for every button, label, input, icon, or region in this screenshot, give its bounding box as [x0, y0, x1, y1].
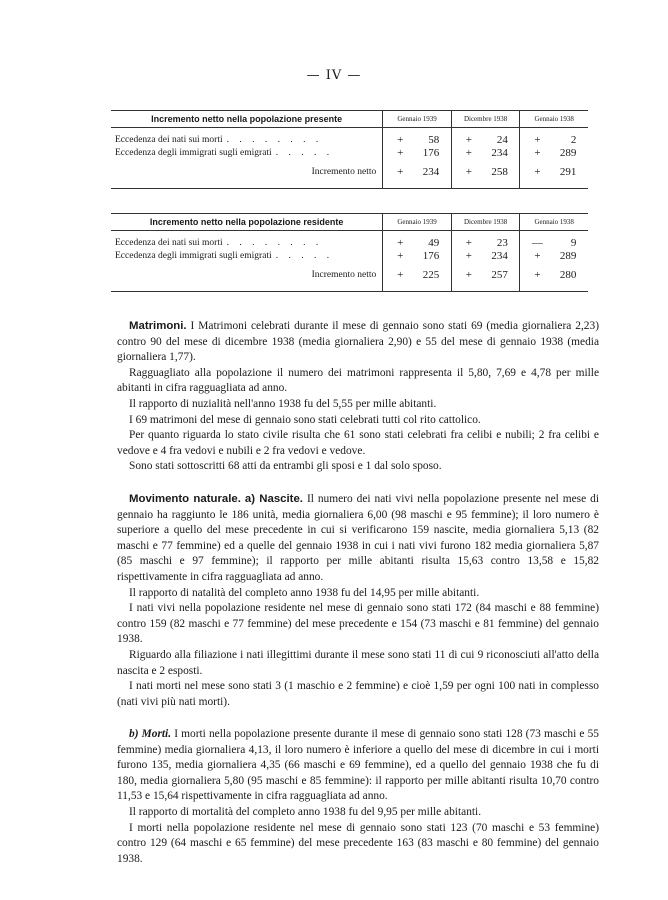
table-total-row [111, 160, 588, 182]
leader-dots: . . . . . . . . [226, 135, 323, 145]
table-cell: + 234 [451, 249, 520, 263]
total-label: Incremento netto [311, 167, 377, 177]
section-matrimoni [117, 319, 599, 475]
total-label: Incremento netto [311, 270, 377, 280]
subsection-heading: a) Nascite. [244, 493, 303, 505]
column-header: Gennaio 1939 [383, 111, 452, 128]
leader-dots: . . . . . . . . [226, 238, 323, 248]
table-cell: + 291 [520, 160, 588, 182]
table-cell: + 176 [383, 146, 452, 160]
table-row [111, 128, 588, 147]
paragraph: I nati vivi nella popolazione residente nel mese di gennaio sono stati 172 (84 maschi e 88 femmine) contro 159 (82 maschi e 77 femmine) del mese precedente e 154 (73 maschi e 81 femmine) del gennaio 1938. [117, 602, 599, 646]
row-label: Eccedenza degli immigrati sugli emigrati [115, 251, 272, 261]
table-cell: — 9 [520, 231, 588, 250]
table-title: Incremento netto nella popolazione residente [111, 214, 383, 231]
section-heading: Matrimoni. [129, 320, 187, 332]
leader-dots: . . . . . [275, 251, 334, 261]
column-header: Gennaio 1939 [383, 214, 452, 231]
leader-dots: . . . . . [275, 148, 334, 158]
table-cell: + 24 [451, 128, 520, 147]
table-cell: + 280 [520, 263, 588, 285]
table-total-row [111, 263, 588, 285]
paragraph: Ragguagliato alla popolazione il numero dei matrimoni rappresenta il 5,80, 7,69 e 4,78 per mille abitanti in cifra ragguagliata ad anno. [117, 366, 599, 395]
table-cell: + 2 [520, 128, 588, 147]
table-row [111, 231, 588, 250]
section-heading: Movimento naturale. [129, 493, 241, 505]
paragraph: Il rapporto di mortalità del completo anno 1938 fu del 9,95 per mille abitanti. [129, 805, 482, 818]
table-cell: + 176 [383, 249, 452, 263]
table-residente [111, 213, 588, 292]
table-cell: + 289 [520, 146, 588, 160]
row-label: Eccedenza dei nati sui morti [115, 135, 223, 145]
paragraph: Il rapporto di nuzialità nell'anno 1938 fu del 5,55 per mille abitanti. [129, 397, 437, 410]
table-cell: + 49 [383, 231, 452, 250]
paragraph: I morti nella popolazione residente nel mese di gennaio sono stati 123 (70 maschi e 53 femmine) contro 129 (64 maschi e 65 femmine) del mese precedente 163 (83 maschi e 80 femmine) del gennaio 1938. [117, 821, 599, 865]
column-header: Dicembre 1938 [451, 111, 520, 128]
table-cell: + 234 [451, 146, 520, 160]
section-morti [117, 727, 599, 867]
column-header: Gennaio 1938 [520, 111, 588, 128]
paragraph: Matrimoni. I Matrimoni celebrati durante il mese di gennaio sono stati 69 (media giornaliera 2,23) contro 90 del mese di dicembre 1938 (media giornaliera 2,90) e 55 del mese di gennaio 1938 (media giornaliera 1,77). [117, 320, 599, 364]
paragraph: b) Morti. I morti nella popolazione presente durante il mese di gennaio sono stati 128 (73 maschi e 55 femmine) media giornaliera 4,13, il loro numero è inferiore a quello del mese di dicembre in cui i morti furono 135, media giornaliera 4,35 (66 maschi e 69 femmine), ed a quello del gennaio 1938 che fu di 180, media giornaliera 5,80 (95 maschi e 85 femmine): il rapporto per mille abitanti risulta 10,70 contro 11,53 e 15,64 rispettivamente in cifra ragguagliata ad anno. [117, 728, 600, 803]
table-cell: + 258 [451, 160, 520, 182]
paragraph: I nati morti nel mese sono stati 3 (1 maschio e 2 femmine) e cioè 1,59 per ogni 100 nati in complesso (nati vivi più nati morti). [117, 680, 599, 708]
table-row [111, 146, 588, 160]
paragraph: Riguardo alla filiazione i nati illegittimi durante il mese sono stati 11 di cui 9 riconosciuti all'atto della nascita e 2 esposti. [117, 648, 599, 677]
table-cell: + 289 [520, 249, 588, 263]
table-row [111, 249, 588, 263]
section-movimento-naturale [117, 492, 599, 710]
paragraph: Sono stati sottoscritti 68 atti da entrambi gli sposi e 1 dal solo sposo. [129, 460, 442, 473]
table-cell: + 58 [383, 128, 452, 147]
page-number: — IV — [306, 68, 362, 83]
table-cell: + 234 [383, 160, 452, 182]
paragraph: Per quanto riguarda lo stato civile risulta che 61 sono stati celebrati fra celibi e nubili; 2 fra celibi e vedove e 4 fra vedovi e nubili e 2 fra vedovi e vedove. [117, 429, 599, 457]
table-cell: + 225 [383, 263, 452, 285]
column-header: Gennaio 1938 [520, 214, 588, 231]
table-presente [111, 110, 588, 189]
column-header: Dicembre 1938 [451, 214, 520, 231]
paragraph: Movimento naturale. a) Nascite. Il numero dei nati vivi nella popolazione presente nel mese di gennaio ha raggiunto le 186 unità, media giornaliera 6,00 (98 maschi e 95 femmine); il loro numero è superiore a quello del mese precedente in cui si verificarono 159 nascite, media giornaliera 5,13 (82 maschi e 77 femmine) ed a quelle del gennaio 1938 in cui i nati vivi furono 182 media giornaliera 5,87 (85 maschi e 97 femmine); il rapporto per mille abitanti risulta 15,63 contro 13,58 e 15,82 rispettivamente in cifra ragguagliata ad anno. [117, 493, 599, 583]
table-cell: + 257 [451, 263, 520, 285]
row-label: Eccedenza dei nati sui morti [115, 238, 223, 248]
table-title: Incremento netto nella popolazione presente [111, 111, 383, 128]
paragraph: Il rapporto di natalità del completo anno 1938 fu del 14,95 per mille abitanti. [129, 586, 480, 599]
subsection-heading: b) Morti. [129, 728, 172, 740]
table-cell: + 23 [451, 231, 520, 250]
paragraph: I 69 matrimoni del mese di gennaio sono stati celebrati tutti col rito cattolico. [129, 413, 481, 426]
row-label: Eccedenza degli immigrati sugli emigrati [115, 148, 272, 158]
